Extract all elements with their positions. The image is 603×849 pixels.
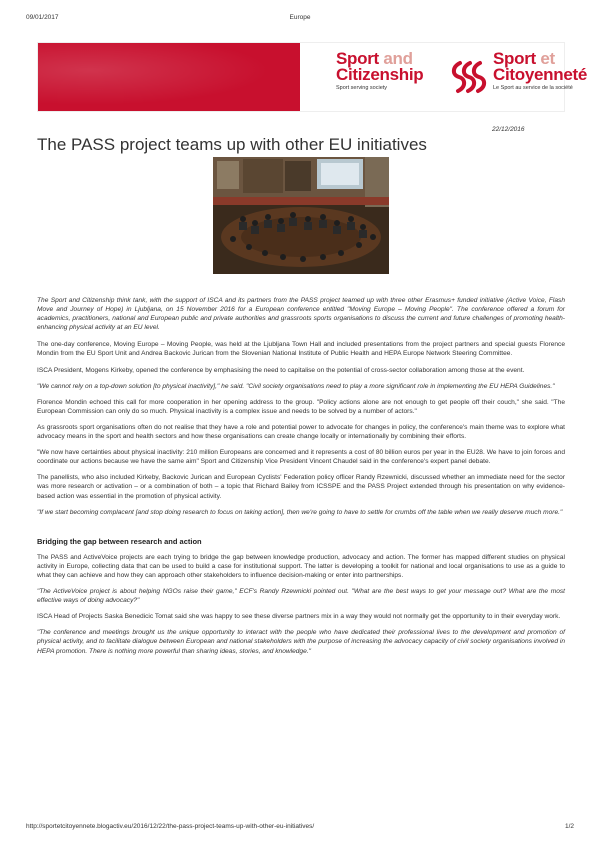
site-banner[interactable]: [37, 42, 587, 112]
post-date: 22/12/2016: [492, 126, 525, 133]
article-paragraph: ISCA President, Mogens Kirkeby, opened the conference by emphasising the need to capitalise on the potential of cross-sector collaboration among those at the event.: [37, 366, 525, 374]
conference-photo: [213, 157, 389, 274]
article-paragraph: As grassroots sport organisations often do not realise that they have a role and potential power to advocate for changes in policy, the conference's main theme was to explore what advocacy means in the sport and health sectors and how these organisations can create change locally or internationally by combining their efforts.: [37, 423, 565, 441]
brand-fr-word-et: et: [540, 49, 555, 68]
brand-fr-word-citoyennete: Citoyenneté: [493, 65, 587, 84]
brand-en-word-sport: Sport: [336, 49, 379, 68]
section-heading: Bridging the gap between research and action: [37, 536, 202, 546]
print-site-label: Europe: [289, 14, 311, 21]
article-title[interactable]: The PASS project teams up with other EU initiatives: [37, 135, 427, 155]
article-paragraph: The PASS and ActiveVoice projects are each trying to bridge the gap between knowledge production, advocacy and action. The former has mapped different studies on physical activity in Europe, collecting data that can be used to build a case for institutional support. The latter is developing a toolkit for national and local organisations to use as a guide to what they can achieve and how they can approach other stakeholders to influence decision-making or enter into partnerships.: [37, 553, 565, 579]
print-header: [26, 14, 574, 24]
brand-en-word-citizenship: Citizenship: [336, 65, 424, 84]
banner-red-panel: [38, 43, 300, 111]
brand-fr-word-sport: Sport: [493, 49, 536, 68]
brand-english: [336, 51, 436, 105]
article-paragraph: The one-day conference, Moving Europe – Moving People, was held at the Ljubljana Town Hall and included presentations from the project partners and special guests Florence Mondin from the EU Sport Unit and Andrea Backovic Jurican from the Slovenian National Institute of Public Health and HEPA Europe Network Steering Committee.: [37, 341, 565, 358]
article-quote: "The ActiveVoice project is about helping NGOs raise their game," ECF's Randy Rzewnicki pointed out. "What are the best ways to get your message out? What are the most effective ways of doing advocacy?": [37, 588, 565, 605]
logo-swirl-icon: [450, 57, 486, 97]
brand-french: [493, 51, 603, 105]
article-intro: The Sport and Citizenship think tank, with the support of ISCA and its partners from the PASS project teamed up with three other Erasmus+ funded initiative (Active Voice, Flash Move and Journey of Hope) in Ljubljana, on 15 November 2016 for a European conference entitled "Moving Europe – Moving People". The conference offered a forum for academics, practitioners, national and European public and private authorities and grassroots sports organisations to discuss the current and future challenges of promoting health-enhancing physical activity at an EU level.: [37, 297, 565, 332]
brand-fr-tagline: Le Sport au service de la société: [493, 85, 573, 91]
article-paragraph: Florence Mondin echoed this call for more cooperation in her opening address to the group. "Policy actions alone are not enough to get people off their couch," she said. "The European Commission can only do so much. Physical inactivity is a complex issue and needs to be solved by a number of actors.": [37, 398, 565, 415]
article-quote: "If we start becoming complacent [and stop doing research to focus on taking action], then we're going to have to settle for crumbs off the table when we really deserve much more.": [37, 508, 563, 516]
brand-en-word-and: and: [383, 49, 413, 68]
article-paragraph: "We now have certainties about physical inactivity: 210 million Europeans are concerned and it represents a cost of 80 billion euros per year in the EU28. We have to join forces and coordinate our actions because we have the same aim" Sport and Citizenship Vice President Vincent Chaudel said in the conference's expert panel debate.: [37, 449, 565, 466]
footer-url[interactable]: http://sportetcitoyennete.blogactiv.eu/2016/12/22/the-pass-project-teams-up-with-other-eu-initiatives/: [26, 823, 315, 830]
brand-en-tagline: Sport serving society: [336, 85, 388, 91]
print-date: 09/01/2017: [26, 14, 59, 21]
footer-page-number: 1/2: [564, 823, 574, 830]
article-quote: "We cannot rely on a top-down solution [to physical inactivity]," he said. "Civil society organisations need to play a more significant role in implementing the EU HEPA Guidelines.": [37, 382, 555, 390]
article-paragraph: The panellists, who also included Kirkeby, Backovic Jurican and European Cyclists' Federation policy officer Randy Rzewnicki, discussed whether an immediate need for the sector was more research or activation – or a combination of both – a topic that Richard Bailey from ICSSPE and the PASS Project extended through his presentation on why evidence-based action was essential in the promotion of physical activity.: [37, 474, 565, 500]
article-quote: "The conference and meetings brought us the unique opportunity to interact with the people who have dedicated their professional lives to the development and promotion of physical activity, and to facilitate dialogue between European and national stakeholders with the purpose of increasing the advocacy capacity of civil society organisations involved in HEPA promotion. There is nothing more powerful than sharing ideas, stories, and knowledge.": [37, 629, 565, 655]
article-body: [37, 296, 565, 663]
article-paragraph: ISCA Head of Projects Saska Benedicic Tomat said she was happy to see these diverse partners mix in a way they would not normally get the opportunity to in their everyday work.: [37, 613, 561, 621]
